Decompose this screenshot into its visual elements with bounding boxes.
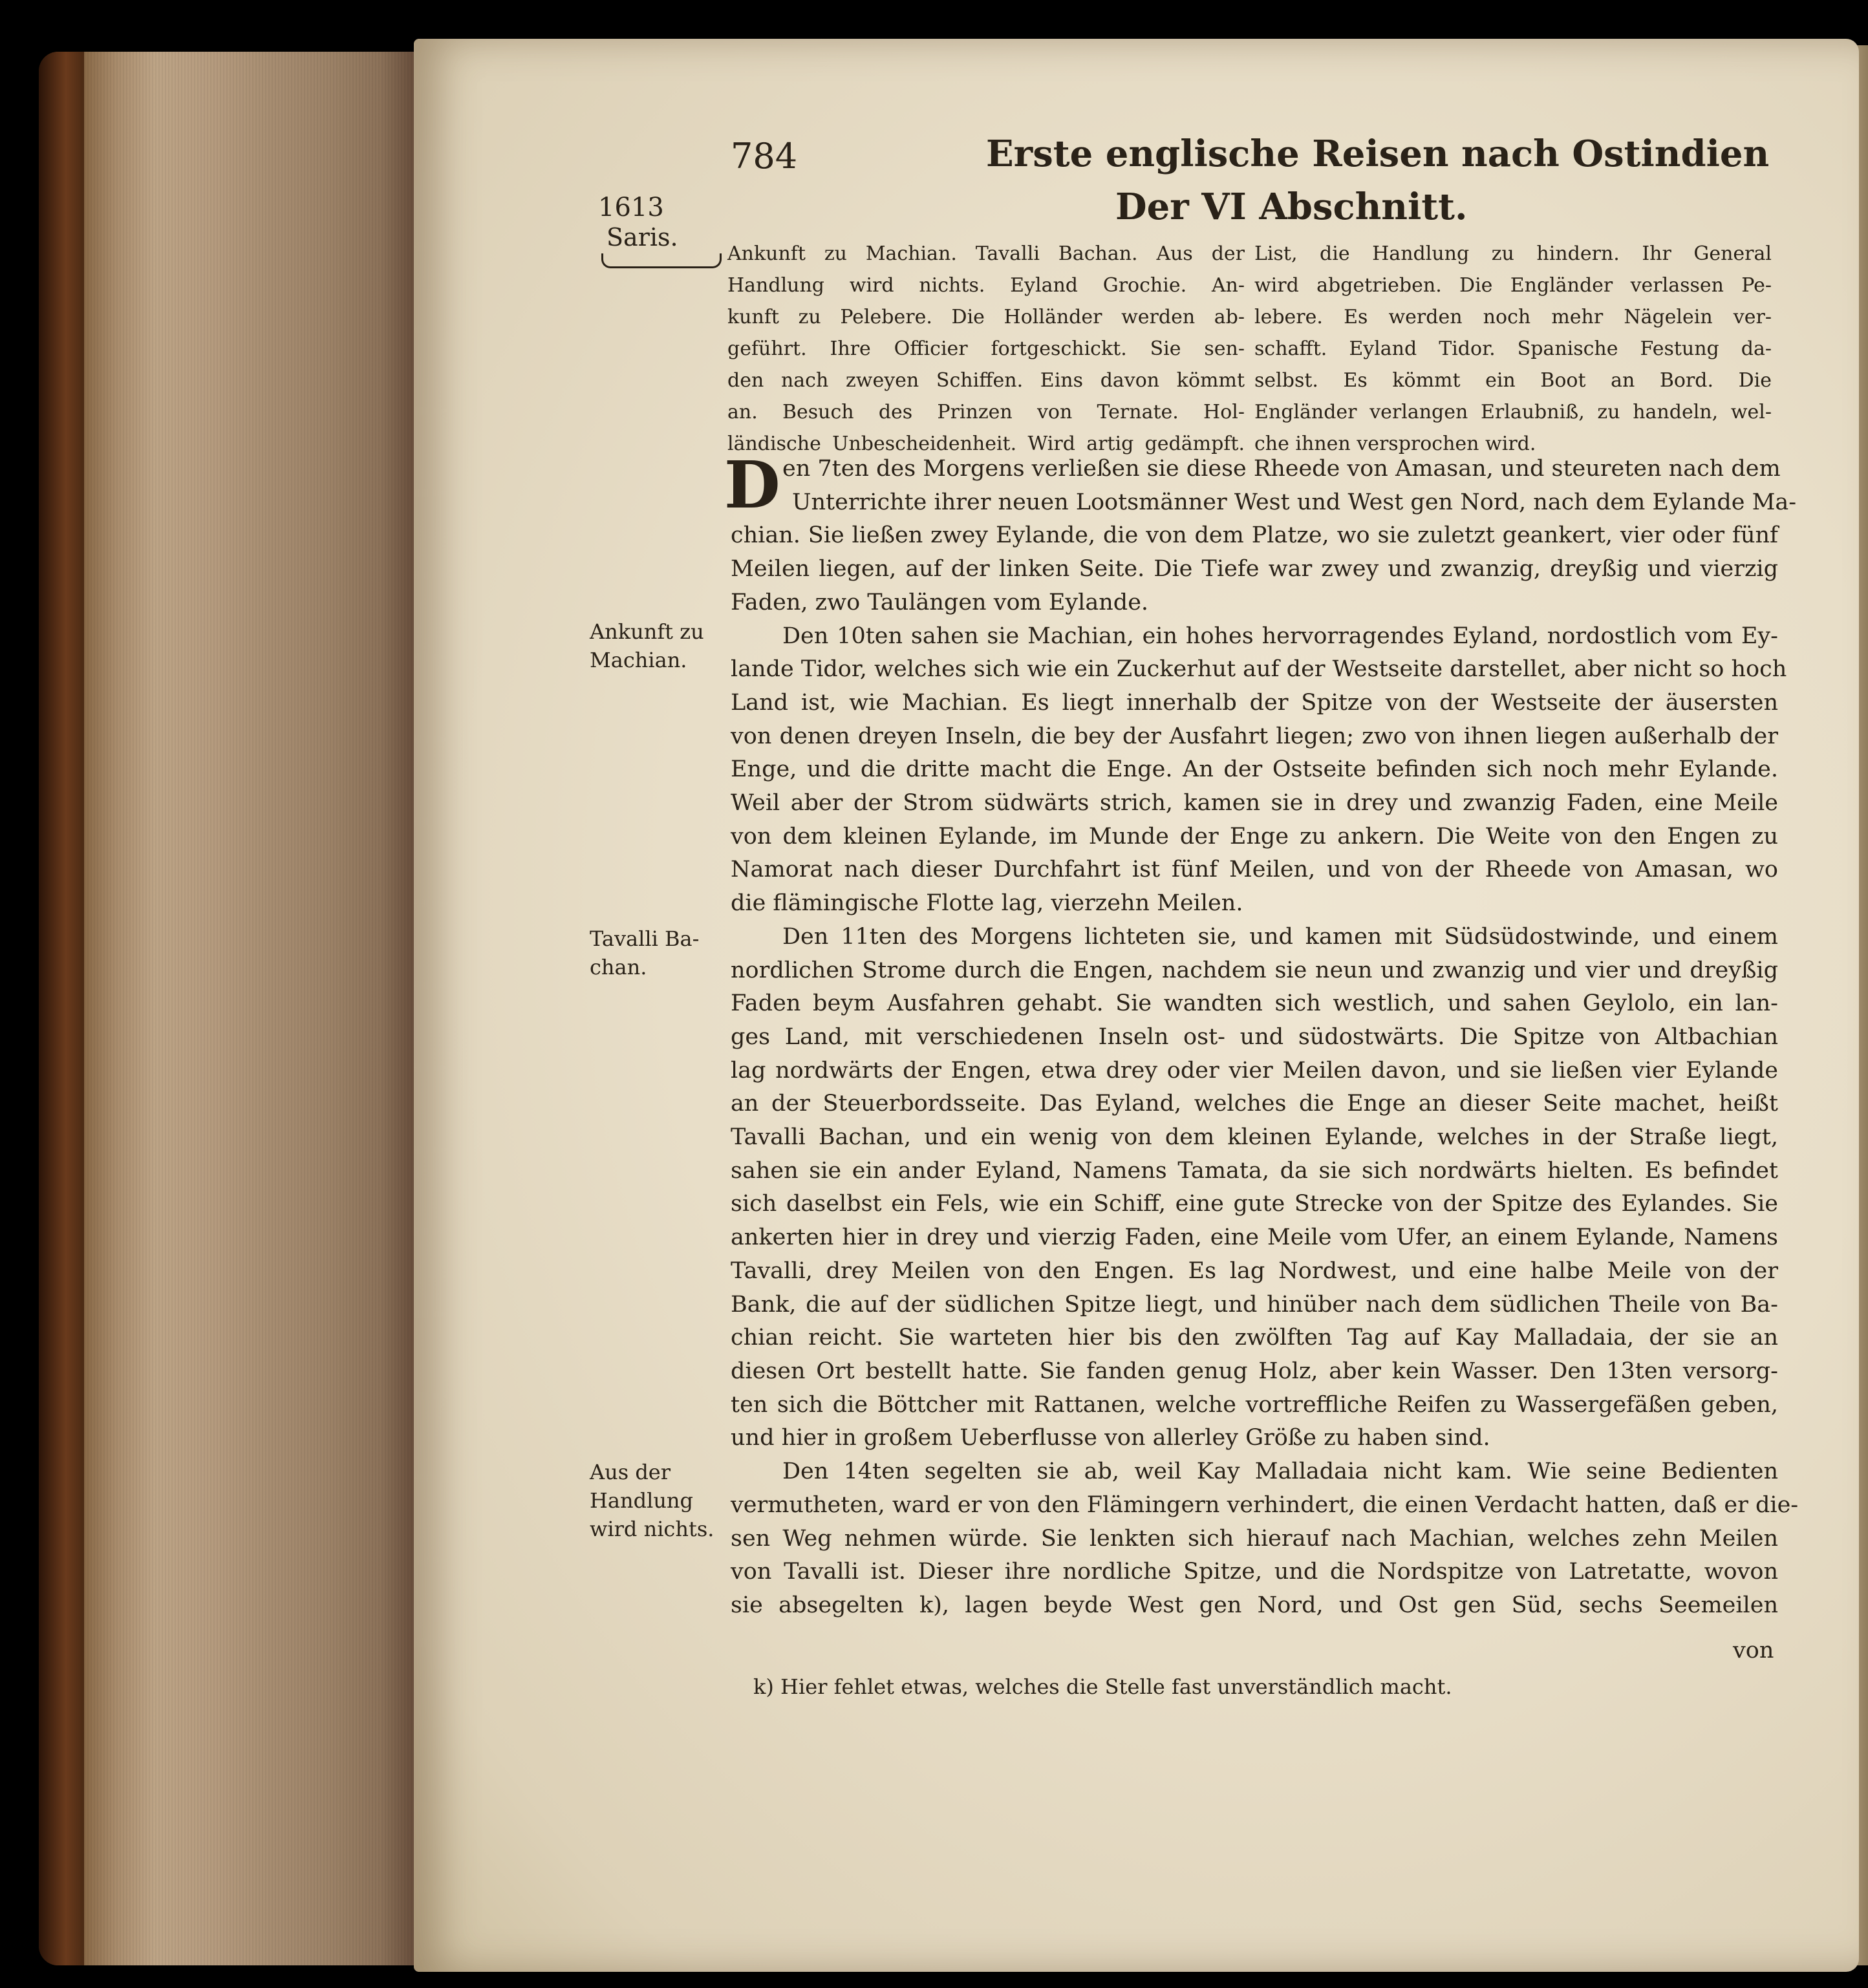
body-line: en 7ten des Morgens verließen sie diese Rheede von Amasan, und steureten nach dem: [782, 456, 1781, 482]
summary-line: an. Besuch des Prinzen von Ternate. Hol-: [727, 401, 1245, 423]
margin-note-line: Ankunft zu: [590, 619, 704, 644]
catchword: von: [1733, 1638, 1774, 1663]
margin-note-tavalli: [590, 925, 699, 981]
body-line: und hier in großem Ueberflusse von allerley Größe zu haben sind.: [731, 1425, 1490, 1451]
chapter-summary-left: [727, 238, 1245, 460]
body-line: von denen dreyen Inseln, die bey der Ausfahrt liegen; zwo von ihnen liegen außerhalb der: [731, 723, 1778, 749]
section-title: Der VI Abschnitt.: [1115, 186, 1468, 228]
body-line: die flämingische Flotte lag, vierzehn Meilen.: [731, 890, 1243, 917]
margin-brace: [601, 253, 722, 268]
body-line: Unterrichte ihrer neuen Lootsmänner West und West gen Nord, nach dem Eylande Ma-: [792, 489, 1797, 515]
body-line: Den 11ten des Morgens lichteten sie, und kamen mit Südsüdostwinde, und einem: [782, 923, 1778, 950]
body-line: Faden beym Ausfahren gehabt. Sie wandten sich westlich, und sahen Geylolo, ein lan-: [731, 990, 1778, 1017]
body-line: Namorat nach dieser Durchfahrt ist fünf Meilen, und von der Rheede von Amasan, wo: [731, 857, 1778, 883]
summary-line: List, die Handlung zu hindern. Ihr General: [1254, 242, 1772, 265]
margin-note-line: Machian.: [590, 648, 687, 672]
body-text: [731, 453, 1799, 1623]
body-line: Faden, zwo Taulängen vom Eylande.: [731, 589, 1149, 615]
page-number: 784: [731, 136, 798, 176]
summary-line: geführt. Ihre Officier fortgeschickt. Sie sen-: [727, 337, 1245, 360]
margin-note-handlung: [590, 1458, 714, 1543]
body-line: ankerten hier in drey und vierzig Faden, eine Meile vom Ufer, an einem Eylande, Namens: [731, 1224, 1778, 1251]
body-line: Den 14ten segelten sie ab, weil Kay Malladaia nicht kam. Wie seine Bedienten: [782, 1459, 1778, 1485]
summary-line: lebere. Es werden noch mehr Nägelein ver-: [1254, 306, 1772, 328]
body-line: Den 10ten sahen sie Machian, ein hohes hervorragendes Eyland, nordostlich vom Ey-: [782, 623, 1778, 649]
body-line: sahen sie ein ander Eyland, Namens Tamata, da sie sich nordwärts hielten. Es befindet: [731, 1157, 1778, 1184]
body-line: Bank, die auf der südlichen Spitze liegt, und hinüber nach dem südlichen Theile von Ba-: [731, 1291, 1778, 1318]
book-cover: [39, 52, 84, 1965]
body-line: Enge, und die dritte macht die Enge. An der Ostseite befinden sich noch mehr Eylande.: [731, 756, 1778, 783]
body-line: von dem kleinen Eylande, im Munde der Enge zu ankern. Die Weite von den Engen zu: [731, 823, 1778, 850]
margin-note-line: wird nichts.: [590, 1517, 714, 1541]
body-line: Tavalli Bachan, und ein wenig von dem kleinen Eylande, welches in der Straße liegt,: [731, 1124, 1778, 1151]
margin-year: 1613: [598, 193, 664, 222]
summary-line: Engländer verlangen Erlaubniß, zu handeln, wel-: [1254, 401, 1772, 423]
body-line: Land ist, wie Machian. Es liegt innerhalb der Spitze von der Westseite der äusersten: [731, 689, 1778, 716]
body-line: sen Weg nehmen würde. Sie lenkten sich hierauf nach Machian, welches zehn Meilen: [731, 1525, 1778, 1552]
body-line: sich daselbst ein Fels, wie ein Schiff, eine gute Strecke von der Spitze des Eylandes. Sie: [731, 1191, 1778, 1217]
summary-line: ländische Unbescheidenheit. Wird artig gedämpft.: [727, 433, 1245, 455]
body-line: nordlichen Strome durch die Engen, nachdem sie neun und zwanzig und vier und dreyßig: [731, 957, 1778, 983]
summary-line: che ihnen versprochen wird.: [1254, 433, 1536, 455]
drop-cap: D: [724, 447, 780, 523]
margin-name: Saris.: [607, 223, 678, 251]
summary-line: Handlung wird nichts. Eyland Grochie. An-: [727, 274, 1245, 297]
body-line: sie absegelten k), lagen beyde West gen Nord, und Ost gen Süd, sechs Seemeilen: [731, 1592, 1778, 1618]
body-line: Tavalli, drey Meilen von den Engen. Es lag Nordwest, und eine halbe Meile von der: [731, 1257, 1778, 1284]
margin-note-line: Tavalli Ba-: [590, 926, 700, 951]
body-line: diesen Ort bestellt hatte. Sie fanden genug Holz, aber kein Wasser. Den 13ten versorg-: [731, 1358, 1778, 1384]
body-line: lande Tidor, welches sich wie ein Zuckerhut auf der Westseite darstellet, aber nicht so hoch: [731, 656, 1787, 683]
margin-note-machian: [590, 617, 704, 674]
body-line: lag nordwärts der Engen, etwa drey oder vier Meilen davon, und sie ließen vier Eylande: [731, 1057, 1778, 1084]
summary-line: den nach zweyen Schiffen. Eins davon kömmt: [727, 369, 1245, 392]
footnote: k) Hier fehlet etwas, welches die Stelle fast unverständlich macht.: [753, 1674, 1452, 1699]
margin-note-line: Aus der: [590, 1460, 671, 1484]
body-line: ges Land, mit verschiedenen Inseln ost- und südostwärts. Die Spitze von Altbachian: [731, 1023, 1778, 1050]
margin-note-line: Handlung: [590, 1488, 694, 1513]
margin-note-line: chan.: [590, 955, 647, 979]
body-line: Weil aber der Strom südwärts strich, kamen sie in drey und zwanzig Faden, eine Meile: [731, 790, 1778, 817]
summary-line: selbst. Es kömmt ein Boot an Bord. Die: [1254, 369, 1772, 392]
body-line: chian. Sie ließen zwey Eylande, die von dem Platze, wo sie zuletzt geankert, vier oder fünf: [731, 522, 1778, 549]
body-line: von Tavalli ist. Dieser ihre nordliche Spitze, und die Nordspitze von Latretatte, wovon: [731, 1559, 1778, 1585]
running-title: Erste englische Reisen nach Ostindien: [986, 133, 1770, 175]
body-line: ten sich die Böttcher mit Rattanen, welche vortreffliche Reifen zu Wassergefäßen geben,: [731, 1391, 1778, 1418]
summary-line: wird abgetrieben. Die Engländer verlassen Pe-: [1254, 274, 1772, 297]
body-line: vermutheten, ward er von den Flämingern verhindert, die einen Verdacht hatten, daß er die-: [731, 1491, 1799, 1518]
body-line: an der Steuerbordsseite. Das Eyland, welches die Enge an dieser Seite machet, heißt: [731, 1091, 1778, 1117]
summary-line: schafft. Eyland Tidor. Spanische Festung da-: [1254, 337, 1772, 360]
body-line: chian reicht. Sie warteten hier bis den zwölften Tag auf Kay Malladaia, der sie an: [731, 1325, 1778, 1351]
summary-line: kunft zu Pelebere. Die Holländer werden ab-: [727, 306, 1245, 328]
summary-line: Ankunft zu Machian. Tavalli Bachan. Aus der: [727, 242, 1245, 265]
body-line: Meilen liegen, auf der linken Seite. Die Tiefe war zwey und zwanzig, dreyßig und vierzig: [731, 556, 1778, 583]
book-page-edges: [39, 52, 427, 1965]
chapter-summary-right: [1254, 238, 1772, 460]
